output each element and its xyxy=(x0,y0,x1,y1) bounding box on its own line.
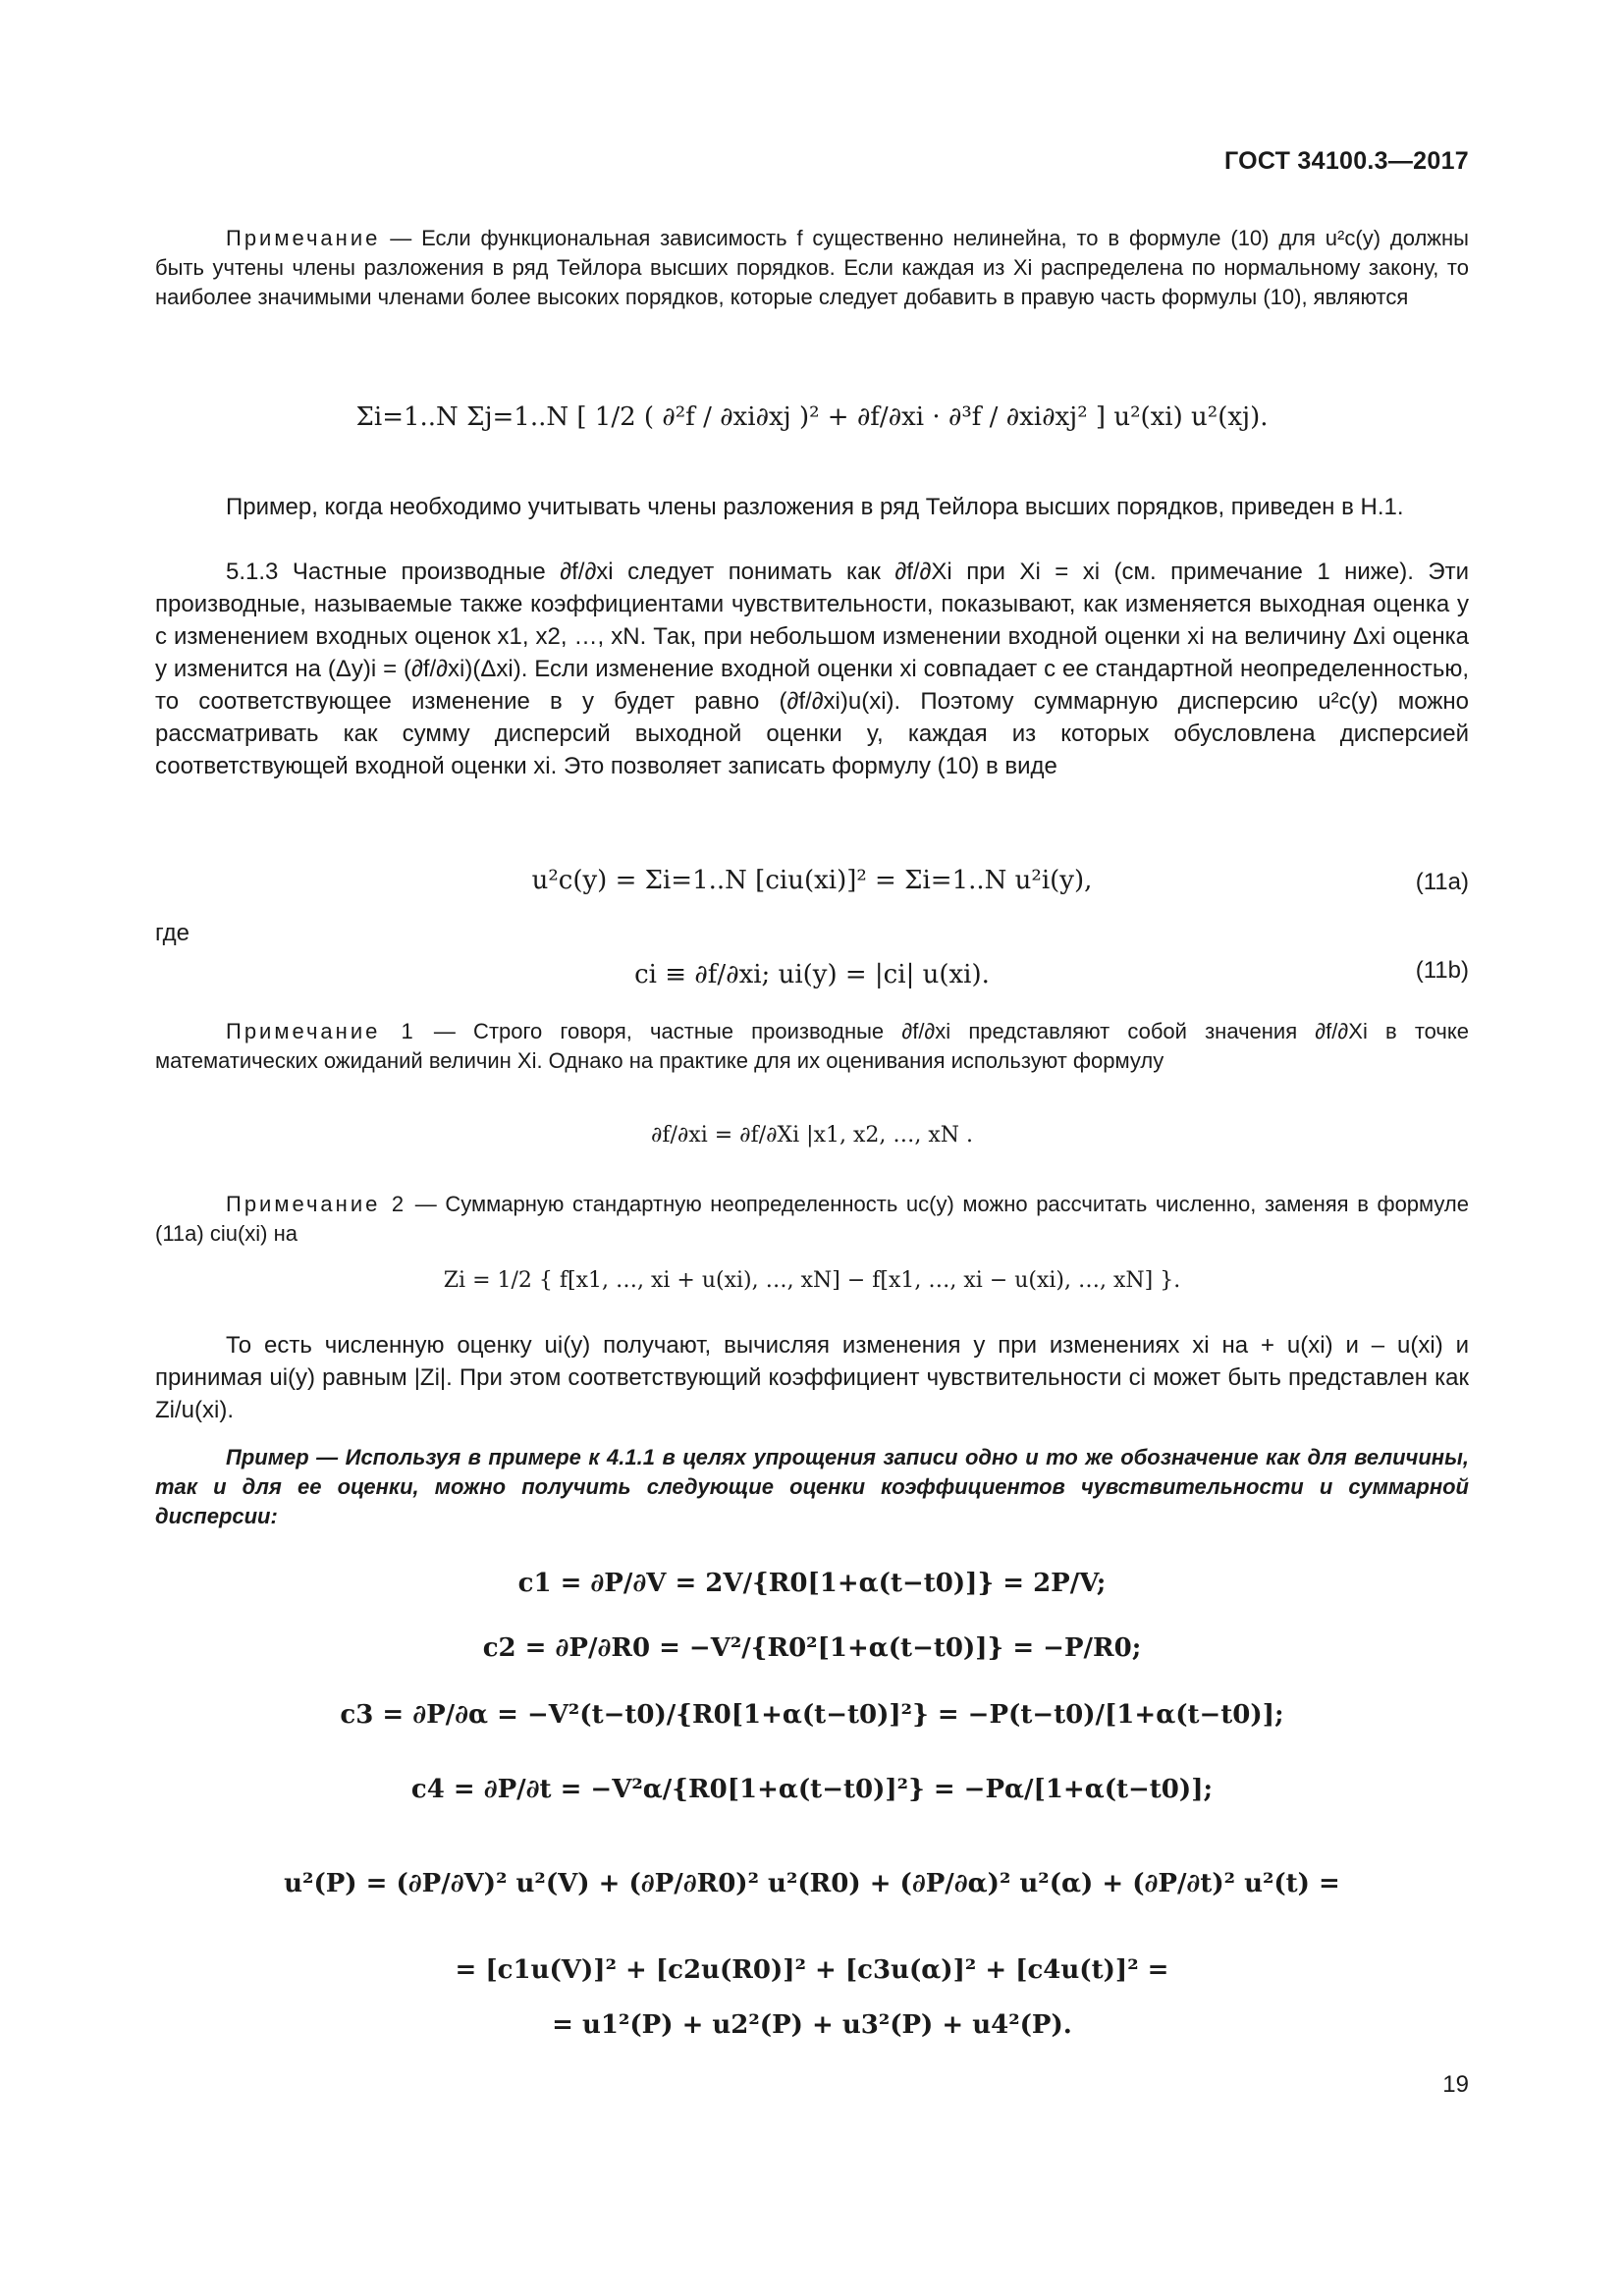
formula-11a: u²c(y) = Σi=1..N [ciu(xi)]² = Σi=1..N u²i(y), xyxy=(531,866,1093,895)
formula-u2p: u²(P) = (∂P/∂V)² u²(V) + (∂P/∂R0)² u²(R0) + (∂P/∂α)² u²(α) + (∂P/∂t)² u²(t) = xyxy=(284,1869,1340,1898)
equation-number-11b: (11b) xyxy=(1415,957,1469,984)
formula-11b: ci ≡ ∂f/∂xi; ui(y) = |ci| u(xi). xyxy=(634,960,990,989)
paragraph-numeric: То есть численную оценку ui(y) получают, вычисляя изменения y при изменениях xi на + u(xi) и – u(xi) и принимая ui(y) равным |Zi|. При этом соответствующий коэффициент чувствительности ci может быть представлен как Zi/u(xi). xyxy=(155,1332,1469,1423)
note-1-text: — Строго говоря, частные производные ∂f/∂xi представляют собой значения ∂f/∂Xi в точке математических ожиданий величин Xi. Однако на практике для их оценивания используют формулу xyxy=(155,1019,1469,1073)
note-taylor xyxy=(155,224,1469,312)
where-label: где xyxy=(155,920,190,946)
standard-header: ГОСТ 34100.3—2017 xyxy=(1223,147,1469,175)
note-text: — Если функциональная зависимость f существенно нелинейна, то в формуле (10) для u²c(y) должны быть учтены члены разложения в ряд Тейлора высших порядков. Если каждая из Xi распределена по нормальному закону, то наиболее значимыми членами более высоких порядков, которые следует добавить в правую часть формулы (10), являются xyxy=(155,226,1469,309)
note-2-text: — Суммарную стандартную неопределенность uc(y) можно рассчитать численно, заменяя в формуле (11a) ciu(xi) на xyxy=(155,1192,1470,1246)
note-2-label: Примечание 2 xyxy=(226,1192,407,1216)
formula-note-1: ∂f/∂xi = ∂f/∂Xi |x1, x2, …, xN . xyxy=(651,1123,973,1148)
note-label: Примечание xyxy=(226,226,381,250)
page-number: 19 xyxy=(1442,2071,1469,2098)
note-2 xyxy=(155,1190,1469,1249)
formula-u2p-sum: = [c1u(V)]² + [c2u(R0)]² + [c3u(α)]² + [c4u(t)]² = xyxy=(455,1955,1169,1985)
formula-c2: c2 = ∂P/∂R0 = −V²/{R0²[1+α(t−t0)]} = −P/R0; xyxy=(482,1633,1142,1663)
formula-c4: c4 = ∂P/∂t = −V²α/{R0[1+α(t−t0)]²} = −Pα/[1+α(t−t0)]; xyxy=(410,1775,1214,1804)
formula-taylor: Σi=1..N Σj=1..N [ 1/2 ( ∂²f / ∂xi∂xj )² + ∂f/∂xi · ∂³f / ∂xi∂xj² ] u²(xi) u²(xj). xyxy=(355,402,1269,432)
example-paragraph: Пример — Используя в примере к 4.1.1 в целях упрощения записи одно и то же обозначение как для величины, так и для ее оценки, можно получить следующие оценки коэффициентов чувствительности и суммарной дисперсии: xyxy=(155,1445,1469,1528)
note-1-label: Примечание 1 xyxy=(226,1019,416,1043)
formula-c3: c3 = ∂P/∂α = −V²(t−t0)/{R0[1+α(t−t0)]²} = −P(t−t0)/[1+α(t−t0)]; xyxy=(340,1700,1284,1730)
formula-c1: c1 = ∂P/∂V = 2V/{R0[1+α(t−t0)]} = 2P/V; xyxy=(517,1569,1107,1598)
equation-number-11a: (11a) xyxy=(1415,869,1469,895)
paragraph-example-taylor: Пример, когда необходимо учитывать члены разложения в ряд Тейлора высших порядков, приведен в Н.1. xyxy=(226,494,1404,520)
formula-zi: Zi = 1/2 { f[x1, …, xi + u(xi), …, xN] − f[x1, …, xi − u(xi), …, xN] }. xyxy=(443,1268,1181,1293)
note-1 xyxy=(155,1017,1469,1076)
formula-u2p-result: = u1²(P) + u2²(P) + u3²(P) + u4²(P). xyxy=(552,2010,1072,2040)
paragraph-5-1-3: 5.1.3 Частные производные ∂f/∂xi следует понимать как ∂f/∂Xi при Xi = xi (см. примечание 1 ниже). Эти производные, называемые также коэффициентами чувствительности, показывают, как изменяется выходная оценка у с изменением входных оценок x1, x2, …, xN. Так, при небольшом изменении входной оценки xi на величину Δxi оценка y изменится на (Δy)i = (∂f/∂xi)(Δxi). Если изменение входной оценки xi совпадает с ее стандартной неопределенностью, то соответствующее изменение в y будет равно (∂f/∂xi)u(xi). Поэтому суммарную дисперсию u²c(y) можно рассматривать как сумму дисперсий выходной оценки y, каждая из которых обусловлена дисперсией соответствующей входной оценки xi. Это позволяет записать формулу (10) в виде xyxy=(155,559,1469,779)
